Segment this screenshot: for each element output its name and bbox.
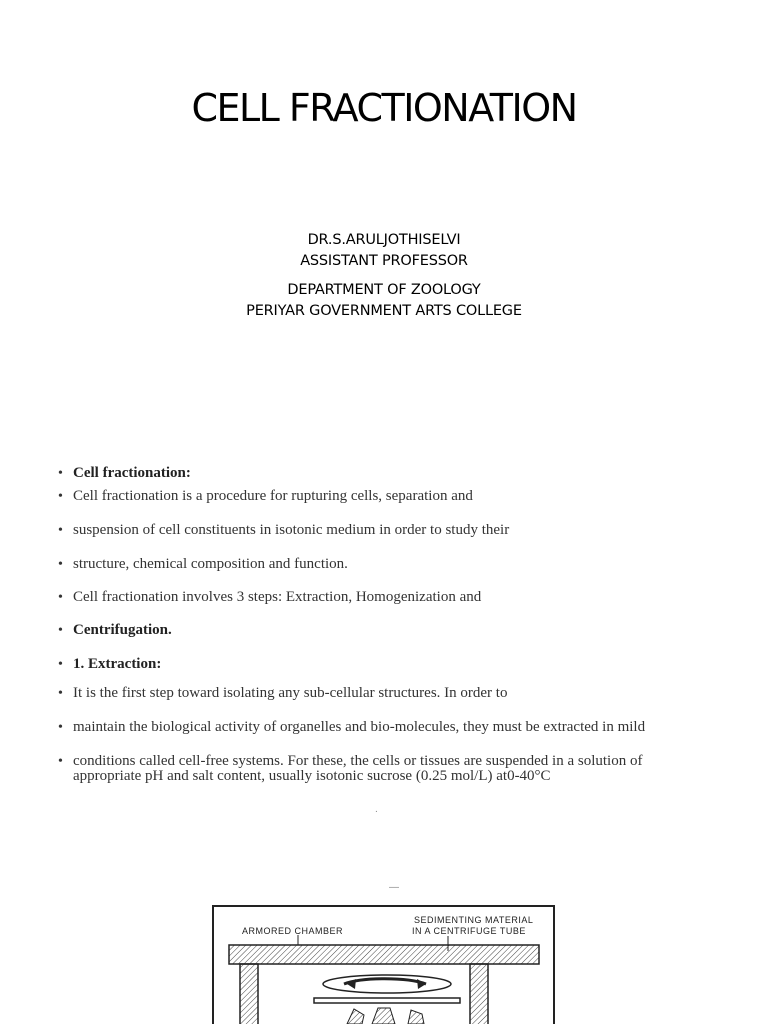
label-centrifuge-tube: IN A CENTRIFUGE TUBE bbox=[412, 926, 526, 936]
label-armored-chamber: ARMORED CHAMBER bbox=[242, 926, 344, 936]
bullet-item: • Cell fractionation is a procedure for rupturing cells, separation and bbox=[58, 488, 473, 504]
bullet-item: • suspension of cell constituents in isotonic medium in order to study their bbox=[58, 522, 510, 538]
drive-part-right bbox=[408, 1010, 424, 1024]
page-title: CELL FRACTIONATION bbox=[191, 86, 577, 130]
bullet-continuation: appropriate pH and salt content, usually isotonic sucrose (0.25 mol/L) at0-40°C bbox=[73, 768, 551, 784]
bullet-item: • Cell fractionation: bbox=[58, 465, 191, 481]
bullet-icon: • bbox=[58, 720, 63, 735]
bullet-icon: • bbox=[58, 523, 63, 538]
chamber-wall-left bbox=[240, 964, 258, 1024]
bullet-item: • structure, chemical composition and function. bbox=[58, 556, 348, 572]
bullet-icon: • bbox=[58, 686, 63, 701]
chamber-wall-right bbox=[470, 964, 488, 1024]
department: DEPARTMENT OF ZOOLOGY bbox=[287, 282, 481, 298]
bullet-item: • maintain the biological activity of organelles and bio-molecules, they must be extracted in mild bbox=[58, 719, 646, 735]
title-slide bbox=[0, 0, 768, 440]
stray-dot-mark: . bbox=[375, 804, 378, 815]
bullet-icon: • bbox=[58, 754, 63, 769]
bullet-item: • It is the first step toward isolating any sub-cellular structures. In order to bbox=[58, 685, 508, 701]
bullet-icon: • bbox=[58, 489, 63, 504]
bullet-item: • Centrifugation. bbox=[58, 622, 172, 638]
bullet-icon: • bbox=[58, 466, 63, 481]
college: PERIYAR GOVERNMENT ARTS COLLEGE bbox=[246, 303, 522, 319]
label-sedimenting-material: SEDIMENTING MATERIAL bbox=[414, 915, 534, 925]
author-name: DR.S.ARULJOTHISELVI bbox=[307, 232, 461, 248]
bullet-icon: • bbox=[58, 590, 63, 605]
centrifuge-diagram bbox=[212, 905, 556, 1024]
rotor-platform bbox=[314, 998, 460, 1003]
bullet-icon: • bbox=[58, 657, 63, 672]
author-role: ASSISTANT PROFESSOR bbox=[300, 253, 468, 269]
bullet-item: • conditions called cell-free systems. For these, the cells or tissues are suspended in a solution of bbox=[58, 753, 643, 769]
drive-part-left bbox=[347, 1009, 364, 1024]
bullet-item: • 1. Extraction: bbox=[58, 656, 162, 672]
stray-dash-mark: — bbox=[389, 882, 399, 893]
bullet-icon: • bbox=[58, 557, 63, 572]
bullet-item: • Cell fractionation involves 3 steps: Extraction, Homogenization and bbox=[58, 589, 482, 605]
drive-part-center bbox=[372, 1008, 395, 1024]
bullet-icon: • bbox=[58, 623, 63, 638]
chamber-lid bbox=[229, 945, 539, 964]
